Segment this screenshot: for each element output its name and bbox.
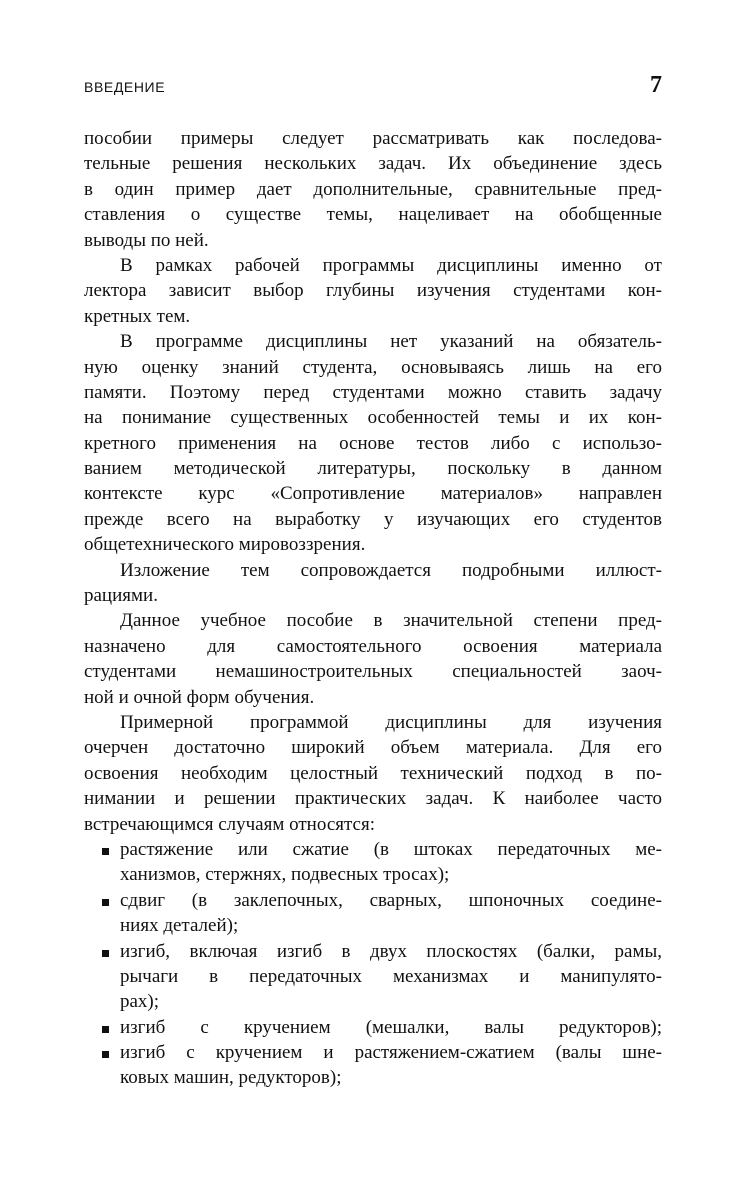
section-title: ВВЕДЕНИЕ [84, 79, 166, 95]
text-line: кретного применения на основе тестов либо с использо- [84, 432, 662, 454]
list-item [84, 1015, 662, 1040]
bullet-square-icon [102, 1051, 109, 1058]
list-item [84, 837, 662, 862]
list-item [84, 939, 662, 964]
text-line: рах); [120, 991, 160, 1013]
text-line: Данное учебное пособие в значительной степени пред- [120, 610, 662, 632]
text-line: ставления о существе темы, нацеливает на обобщенные [84, 204, 662, 226]
text-line: памяти. Поэтому перед студентами можно ставить задачу [84, 381, 662, 403]
bullet-square-icon [102, 899, 109, 906]
text-line: выводы по ней. [84, 229, 209, 251]
text-line: лектора зависит выбор глубины изучения студентами кон- [84, 280, 662, 302]
text-line: В рамках рабочей программы дисциплины именно от [120, 254, 662, 276]
text-line: контексте курс «Сопротивление материалов» направлен [84, 483, 662, 505]
text-line: нимании и решении практических задач. К наиболее часто [84, 788, 662, 810]
bullet-square-icon [102, 848, 109, 855]
running-header [84, 74, 662, 100]
text-line: В программе дисциплины нет указаний на обязатель- [120, 331, 662, 353]
text-line: освоения необходим целостный технический подход в по- [84, 762, 662, 784]
text-line: студентами немашиностроительных специальностей заоч- [84, 661, 662, 683]
text-line: тельные решения нескольких задач. Их объединение здесь [84, 153, 662, 175]
text-line: рычаги в передаточных механизмах и манипулято- [120, 965, 662, 987]
text-line: на понимание существенных особенностей темы и их кон- [84, 407, 662, 429]
body-text [84, 126, 662, 1091]
text-line: ванием методической литературы, поскольку в данном [84, 458, 662, 480]
text-line: изгиб с кручением (мешалки, валы редукторов); [120, 1016, 662, 1038]
text-line: ниях деталей); [120, 915, 239, 937]
text-line: очерчен достаточно широкий объем материала. Для его [84, 737, 662, 759]
text-line: в один пример дает дополнительные, сравнительные пред- [84, 178, 662, 200]
text-line: общетехнического мировоззрения. [84, 534, 366, 556]
text-line: прежде всего на выработку у изучающих его студентов [84, 508, 662, 530]
text-line: рациями. [84, 585, 158, 607]
page-number: 7 [650, 72, 662, 98]
text-line: кретных тем. [84, 305, 191, 327]
text-line: изгиб, включая изгиб в двух плоскостях (балки, рамы, [120, 940, 662, 962]
text-line: назначено для самостоятельного освоения материала [84, 635, 662, 657]
text-line: ную оценку знаний студента, основываясь лишь на его [84, 356, 662, 378]
list-item [84, 888, 662, 913]
bullet-square-icon [102, 1026, 109, 1033]
bullet-square-icon [102, 950, 109, 957]
text-line: Примерной программой дисциплины для изучения [120, 711, 662, 733]
text-line: сдвиг (в заклепочных, сварных, шпоночных соедине- [120, 889, 662, 911]
text-line: растяжение или сжатие (в штоках передаточных ме- [120, 838, 662, 860]
text-line: встречающимся случаям относятся: [84, 813, 375, 835]
text-line: ковых машин, редукторов); [120, 1067, 342, 1089]
list-item [84, 1040, 662, 1065]
text-line: ханизмов, стержнях, подвесных тросах); [120, 864, 450, 886]
text-line: пособии примеры следует рассматривать как последова- [84, 128, 662, 149]
text-line: Изложение тем сопровождается подробными иллюст- [120, 559, 662, 581]
text-line: ной и очной форм обучения. [84, 686, 315, 708]
text-line: изгиб с кручением и растяжением-сжатием (валы шне- [120, 1042, 662, 1064]
